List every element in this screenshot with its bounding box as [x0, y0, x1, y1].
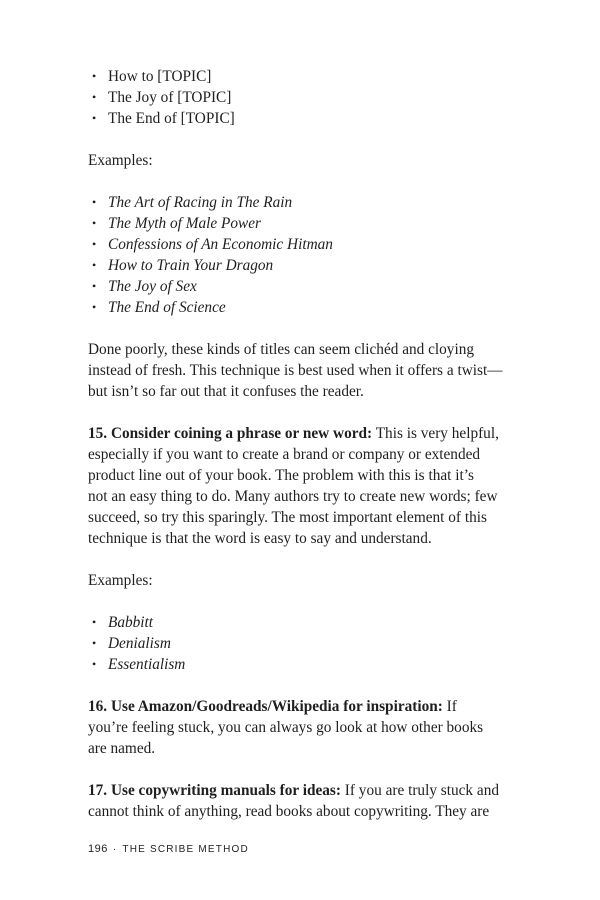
page-body [88, 66, 514, 822]
bullet-icon: • [92, 216, 97, 230]
list-item: • The Joy of Sex [92, 278, 197, 295]
running-footer [88, 843, 249, 855]
bullet-icon: • [92, 657, 97, 671]
section-16-heading: 16. Use Amazon/Goodreads/Wikipedia for inspiration: [88, 698, 443, 715]
page-number: 196 [88, 843, 108, 855]
bullet-icon: • [92, 111, 97, 125]
title-template-list [88, 66, 514, 129]
bullet-icon: • [92, 90, 97, 104]
bullet-icon: • [92, 237, 97, 251]
section-15-heading: 15. Consider coining a phrase or new word: [88, 425, 373, 442]
list-item: • The End of Science [92, 299, 226, 316]
examples-list [88, 612, 514, 675]
list-item: • Essentialism [92, 656, 186, 673]
footer-separator: · [112, 844, 118, 855]
list-item: • The End of [TOPIC] [92, 110, 235, 127]
section-17-heading: 17. Use copywriting manuals for ideas: [88, 782, 341, 799]
list-item: • Confessions of An Economic Hitman [92, 236, 333, 253]
paragraph-done-poorly: Done poorly, these kinds of titles can seem clichéd and cloying instead of fresh. This technique is best used when it offers a twist— but isn’t so far out that it confuses the reader. [88, 341, 503, 400]
section-16: 16. Use Amazon/Goodreads/Wikipedia for inspiration: If you’re feeling stuck, you can always go look at how other books are named. [88, 698, 484, 757]
examples-label: Examples: [88, 572, 153, 589]
bullet-icon: • [92, 258, 97, 272]
book-title: THE SCRIBE METHOD [122, 844, 249, 855]
bullet-icon: • [92, 195, 97, 209]
list-item: • The Myth of Male Power [92, 215, 261, 232]
list-item: • The Art of Racing in The Rain [92, 194, 293, 211]
section-17: 17. Use copywriting manuals for ideas: If you are truly stuck and cannot think of anything, read books about copywriting. They are [88, 782, 499, 820]
list-item: • The Joy of [TOPIC] [92, 89, 232, 106]
list-item: • How to Train Your Dragon [92, 257, 274, 274]
section-15: 15. Consider coining a phrase or new word: This is very helpful, especially if you want to create a brand or company or extended product line out of your book. The problem with this is that it’s not an easy thing to do. Many authors try to create new words; few succeed, so try this sparingly. The most important element of this technique is that the word is easy to say and understand. [88, 425, 499, 547]
list-item: • How to [TOPIC] [92, 68, 212, 85]
bullet-icon: • [92, 279, 97, 293]
examples-label: Examples: [88, 152, 153, 169]
bullet-icon: • [92, 636, 97, 650]
examples-list [88, 192, 514, 318]
bullet-icon: • [92, 615, 97, 629]
bullet-icon: • [92, 69, 97, 83]
bullet-icon: • [92, 300, 97, 314]
list-item: • Babbitt [92, 614, 154, 631]
list-item: • Denialism [92, 635, 171, 652]
